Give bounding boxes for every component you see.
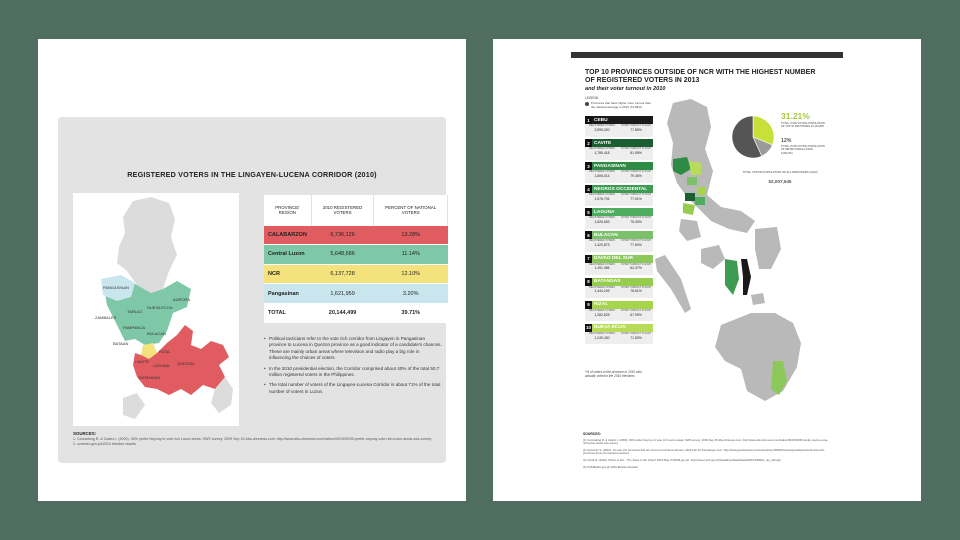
province-name: BULACAN [594, 232, 618, 238]
province-name: CAVITE [594, 140, 612, 146]
top10-percent: 31.21% [781, 111, 810, 121]
header-province: PROVINCE/ REGION [264, 195, 311, 225]
voters-label: REGISTERED VOTERS [588, 331, 616, 335]
turnout-value: 77.01% [630, 197, 642, 202]
turnout-value: 81.55% [630, 150, 642, 155]
mindoro-shape [679, 219, 701, 241]
turnout-col [619, 286, 653, 299]
left-sources [73, 431, 433, 447]
table-cell: 11.14% [374, 245, 448, 265]
voters-col [585, 193, 619, 206]
voters-value: 1,420,873 [594, 243, 610, 248]
voters-label: REGISTERED VOTERS [588, 285, 616, 289]
table-cell: NCR [264, 264, 311, 284]
province-header [585, 139, 653, 147]
map-label-pampanga: PAMPANGA [123, 325, 146, 330]
source-item: (1) Conradong R. & Castro I. (2009). 30% prefer Noynoy in vote rich Luzon areas: SWS survey. 2009 Sep 15 Abs-cbnnews.com. http://www.abs-cbnnews.com/nation/09/15/09/30-prefer-noynoy-vote-rich-luzon-areas-sws-survey [583, 437, 829, 446]
province-header [585, 231, 653, 239]
corridor-panel [58, 117, 446, 463]
map-label-nueva-ecija: NUEVA ECIJA [147, 305, 173, 310]
batangas-mark [683, 203, 695, 215]
turnout-label: VOTER TURNOUT IN 2010* [620, 308, 652, 312]
province-header [585, 324, 653, 332]
turnout-col [619, 239, 653, 252]
province-stats [585, 239, 653, 252]
province-item [585, 139, 653, 160]
voters-label: REGISTERED VOTERS [588, 124, 616, 127]
luzon-map-svg [73, 193, 239, 426]
turnout-col [619, 124, 653, 137]
source-item: 2. comelec.gov.ph/2010 election results [73, 442, 136, 446]
legend-bullet-icon [585, 102, 589, 106]
turnout-label: VOTER TURNOUT IN 2010* [620, 239, 652, 243]
turnout-label: VOTER TURNOUT IN 2010* [620, 170, 652, 174]
province-list [585, 116, 653, 347]
province-item [585, 116, 653, 137]
province-rank: 1 [585, 116, 592, 124]
province-item [585, 185, 653, 206]
voters-label: REGISTERED VOTERS [588, 216, 616, 220]
rizal-mark [697, 187, 705, 195]
map-label-bulacan: BULACAN [147, 331, 166, 336]
province-stats [585, 216, 653, 229]
voters-col [585, 286, 619, 299]
voters-table [264, 195, 448, 323]
turnout-label: VOTER TURNOUT IN 2010* [620, 285, 652, 289]
map-label-batangas: BATANGAS [139, 375, 161, 380]
laguna-mark [695, 197, 705, 205]
turnout-label: VOTER TURNOUT IN 2010* [620, 216, 652, 220]
voters-col [585, 263, 619, 276]
bulacan-mark [687, 177, 697, 185]
turnout-note: *% of voters in the province in 2010 who actually voted in the 2010 elections [585, 370, 642, 378]
map-label-laguna: LAGUNA [153, 363, 170, 368]
voters-label: REGISTERED VOTERS [588, 147, 616, 151]
table-cell: 13.28% [374, 225, 448, 245]
turnout-value: 64.37% [630, 266, 642, 271]
voters-value: 1,785,418 [594, 150, 610, 155]
table-cell: 39.71% [374, 303, 448, 323]
source-item: (3) Virola R. (2010). Where is Da... The Votes in the Votes? 2010 May 9 NSCB.gov.ph. http://www.nscb.gov.ph/headlines/StatsSpeak/2010/030910_rav_sfdi.asp [583, 457, 781, 462]
province-name: BATANGAS [594, 279, 621, 285]
map-label-zambales: ZAMBALES [95, 315, 117, 320]
turnout-label: VOTER TURNOUT IN 2010* [620, 331, 652, 335]
right-title: TOP 10 PROVINCES OUTSIDE OF NCR WITH THE HIGHEST NUMBER OF REGISTERED VOTERS IN 2013 [585, 69, 816, 84]
voters-value: 1,805,014 [594, 173, 610, 178]
turnout-col [619, 193, 653, 206]
table-cell: 1,621,959 [311, 284, 374, 304]
turnout-col [619, 147, 653, 160]
voters-label: REGISTERED VOTERS [588, 239, 616, 243]
panel-title: REGISTERED VOTERS IN THE LINGAYEN-LUCENA CORRIDOR (2010) [127, 170, 377, 179]
province-stats [585, 193, 653, 206]
province-item [585, 162, 653, 183]
voters-col [585, 170, 619, 183]
table-cell: TOTAL [264, 303, 311, 323]
map-label-quezon: QUEZON [177, 361, 195, 366]
source-item: 1. Conradong R. & Castro I. (2009). 30% prefer Noynoy in vote rich Luzon areas: SWS survey. 2009 Sep 15 Abs-cbnnews.com. http://www.abs-cbnnews.com/nation/09/15/09/30-prefer-noynoy-vote-rich-luzon-areas-sws-survey [73, 437, 432, 441]
bullet-notes [264, 336, 442, 399]
total-label: TOTAL VOTING POPULATION OF ALL PROVINCES (2013) [742, 170, 818, 174]
province-name: RIZAL [594, 302, 609, 308]
voters-value: 1,444,249 [594, 289, 610, 294]
voters-col [585, 309, 619, 322]
turnout-value: 78.61% [630, 289, 642, 294]
province-rank: 9 [585, 301, 592, 309]
province-rank: 3 [585, 162, 592, 170]
voters-label: REGISTERED VOTERS [588, 308, 616, 312]
header-percent: PERCENT OF NATIONAL VOTERS [374, 195, 448, 225]
ncr-description: TOTAL VOTE VOTING POPULATION OF METRO MANILA (NCR) 6,090,004 [781, 145, 825, 155]
province-item [585, 255, 653, 276]
province-stats [585, 332, 653, 345]
cavite-mark [685, 193, 695, 201]
turnout-value: 71.83% [630, 335, 642, 340]
source-item: (4) COMELEC.gov.ph 2010 Election Results [583, 464, 638, 469]
province-item [585, 231, 653, 252]
source-item: (2) Gutierrez S. (2010). 10 vote-rich provinces that are fond of incumbent winners. 2010 Feb 10 Interaksyon.com. http://www.gmanetwork.com/news/story/185000/news/specialreports/10-vote-rich-provinces-fond-of-incumbent-winners [583, 447, 825, 456]
province-header [585, 116, 653, 124]
cebu-mark [741, 259, 751, 295]
table-cell: 6,137,728 [311, 264, 374, 284]
province-name: NUEVA ECIJA [594, 325, 626, 331]
bullet-item: • Political tacticians refer to the vote rich corridor from Lingayen in Pangasinan province to Lucena in Quezon province as a good indicator of a candidate's chances. These are mainly urban areas where television and radio play a big role in influencing the choices of voters. [264, 336, 442, 362]
samar-leyte-shape [755, 227, 781, 269]
table-cell: 6,736,126 [311, 225, 374, 245]
table-cell: Pangasinan [264, 284, 311, 304]
voters-label: REGISTERED VOTERS [588, 170, 616, 174]
table-row [264, 225, 448, 245]
turnout-value: 77.60% [630, 243, 642, 248]
province-item [585, 208, 653, 229]
map-label-cavite: CAVITE [135, 359, 150, 364]
province-rank: 10 [586, 325, 591, 331]
mindoro-shape [123, 393, 145, 419]
province-stats [585, 124, 653, 137]
voters-label: REGISTERED VOTERS [588, 193, 616, 197]
luzon-map [73, 193, 239, 426]
province-rank: 4 [585, 185, 592, 193]
turnout-value: 77.85% [630, 127, 642, 132]
total-value: 52,007,545 [768, 179, 792, 184]
turnout-label: VOTER TURNOUT IN 2010* [620, 193, 652, 197]
nueva-ecija-mark [689, 161, 701, 175]
voters-value: 1,282,825 [594, 312, 610, 317]
province-header [585, 301, 653, 309]
province-rank: 5 [585, 208, 592, 216]
province-stats [585, 170, 653, 183]
left-page [38, 39, 466, 501]
right-subtitle: and their voter turnout in 2010 [585, 86, 666, 92]
table-cell: 3.20% [374, 284, 448, 304]
province-header [585, 185, 653, 193]
voters-value: 1,626,653 [594, 220, 610, 225]
turnout-col [619, 332, 653, 345]
map-label-tarlac: TARLAC [127, 309, 143, 314]
province-name: DAVAO DEL SUR [594, 256, 633, 262]
voters-col [585, 216, 619, 229]
voters-col [585, 147, 619, 160]
province-name: LAGUNA [594, 209, 615, 215]
table-cell: CALABARZON [264, 225, 311, 245]
bohol-shape [751, 293, 765, 305]
turnout-label: VOTER TURNOUT IN 2010* [620, 147, 652, 151]
province-rank: 6 [585, 231, 592, 239]
right-page [493, 39, 921, 501]
table-cell: 5,648,686 [311, 245, 374, 265]
province-stats [585, 263, 653, 276]
turnout-value: 75.30% [630, 220, 642, 225]
bullet-item: • The total number of voters of the Lingayen-Lucena Corridor is about 71% of the total number of voters in Luzon. [264, 382, 442, 395]
table-cell: 12.10% [374, 264, 448, 284]
province-header [585, 278, 653, 286]
panay-shape [701, 245, 725, 269]
bullet-item: • In the 2010 presidential election, the Corridor comprised about 40% of the total 50.7 million registered voters in the Philippines. [264, 366, 442, 379]
province-stats [585, 309, 653, 322]
voters-col [585, 124, 619, 137]
province-rank: 8 [585, 278, 592, 286]
province-rank: 2 [585, 139, 592, 147]
sources-title: SOURCES: [73, 431, 97, 436]
map-label-pangasinan: PANGASINAN [103, 285, 129, 290]
map-label-rizal: RIZAL [159, 349, 171, 354]
legend-title: LEGEND: [585, 96, 599, 100]
voters-col [585, 239, 619, 252]
negros-occidental-mark [725, 259, 739, 295]
voters-col [585, 332, 619, 345]
province-item [585, 278, 653, 299]
turnout-col [619, 216, 653, 229]
right-sources [583, 433, 833, 472]
table-row-total [264, 303, 448, 323]
province-stats [585, 286, 653, 299]
voting-pie-chart [731, 115, 775, 159]
province-item [585, 324, 653, 345]
province-item [585, 301, 653, 322]
turnout-value: 79.36% [630, 173, 642, 178]
sources-title: SOURCES: [583, 432, 601, 436]
ncr-percent: 12% [781, 138, 792, 144]
map-label-aurora: AURORA [173, 297, 191, 302]
province-rank: 7 [585, 255, 592, 263]
province-header [585, 255, 653, 263]
table-row [264, 284, 448, 304]
voters-value: 1,491,386 [594, 266, 610, 271]
mindanao-shape [715, 313, 801, 401]
province-name: PANGASINAN [594, 163, 626, 169]
voters-value: 1,249,430 [594, 335, 610, 340]
header-voters: 2010 REGISTERED VOTERS [311, 195, 374, 225]
table-row [264, 264, 448, 284]
voters-label: REGISTERED VOTERS [588, 262, 616, 266]
turnout-col [619, 263, 653, 276]
table-row [264, 245, 448, 265]
map-label-bataan: BATAAN [113, 341, 129, 346]
province-header [585, 162, 653, 170]
turnout-value: 67.99% [630, 312, 642, 317]
palawan-shape [655, 255, 691, 313]
voters-value: 2,599,320 [594, 127, 610, 132]
top-bar [571, 52, 843, 58]
voting-population-box [728, 111, 826, 191]
top10-description: TOTAL VOTE VOTING POPULATION OF TOP 10 PROVINCES 16,191,845 [781, 122, 825, 129]
province-name: NEGROS OCCIDENTAL [594, 186, 648, 192]
turnout-label: VOTER TURNOUT IN 2010* [620, 262, 652, 266]
table-cell: Central Luzon [264, 245, 311, 265]
province-stats [585, 147, 653, 160]
province-name: CEBU [594, 117, 608, 123]
table-cell: 20,144,499 [311, 303, 374, 323]
voters-value: 1,576,794 [594, 197, 610, 202]
turnout-label: VOTER TURNOUT IN 2010* [620, 124, 652, 127]
turnout-col [619, 170, 653, 183]
legend-text: Provinces that have higher voter turnout than the national average in 2010 (74.99%) [591, 101, 651, 109]
turnout-col [619, 309, 653, 322]
province-header [585, 208, 653, 216]
